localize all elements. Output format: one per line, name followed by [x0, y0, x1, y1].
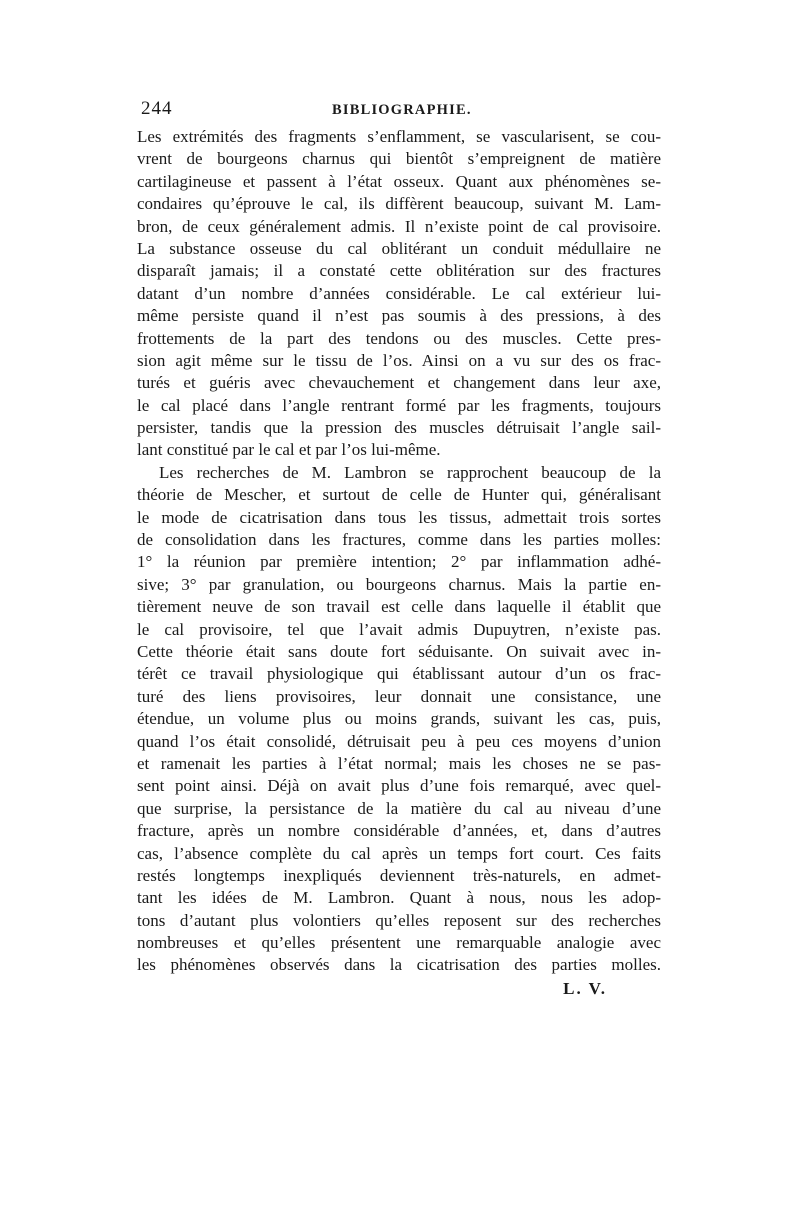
page-number: 244 [141, 98, 173, 119]
text-line: quand l’os était consolidé, détruisait peu à peu ces moyens d’union [137, 731, 661, 751]
text-line: le cal placé dans l’angle rentrant formé par les fragments, toujours [137, 395, 661, 415]
paragraph-1 [137, 126, 661, 462]
text-line: persister, tandis que la pression des muscles détruisait l’angle sail- [137, 418, 661, 438]
paragraph-2 [137, 462, 661, 977]
text-line: nombreuses et qu’elles présentent une remarquable analogie avec [137, 933, 661, 953]
text-line: étendue, un volume plus ou moins grands, suivant les cas, puis, [137, 709, 661, 729]
running-title: BIBLIOGRAPHIE. [332, 102, 472, 118]
text-line: sive; 3° par granulation, ou bourgeons charnus. Mais la partie en- [137, 574, 661, 594]
text-line: de consolidation dans les fractures, comme dans les parties molles: [137, 530, 661, 550]
text-line: frottements de la part des tendons ou des muscles. Cette pres- [137, 328, 661, 348]
text-line: cas, l’absence complète du cal après un temps fort court. Ces faits [137, 843, 661, 863]
text-line: le cal provisoire, tel que l’avait admis Dupuytren, n’existe pas. [137, 619, 661, 639]
text-line: sion agit même sur le tissu de l’os. Ainsi on a vu sur des os frac- [137, 350, 661, 370]
book-page [137, 96, 661, 1001]
text-line: vrent de bourgeons charnus qui bientôt s’empreignent de matière [137, 149, 661, 169]
text-line: théorie de Mescher, et surtout de celle de Hunter qui, généralisant [137, 485, 661, 505]
text-line: tièrement neuve de son travail est celle dans laquelle il établit que [137, 597, 661, 617]
text-line: sent point ainsi. Déjà on avait plus d’une fois remarqué, avec quel- [137, 776, 661, 796]
text-line: Les recherches de M. Lambron se rapprochent beaucoup de la [159, 462, 661, 482]
text-line: La substance osseuse du cal oblitérant un conduit médullaire ne [137, 238, 661, 258]
text-line: lant constitué par le cal et par l’os lui-même. [137, 440, 441, 460]
text-line: les phénomènes observés dans la cicatrisation des parties molles. [137, 955, 661, 975]
text-line: restés longtemps inexpliqués deviennent très-naturels, en admet- [137, 865, 661, 885]
author-signature: L. V. [563, 978, 607, 998]
text-line: fracture, après un nombre considérable d’années, et, dans d’autres [137, 821, 661, 841]
text-line: condaires qu’éprouve le cal, ils diffèrent beaucoup, suivant M. Lam- [137, 194, 661, 214]
text-line: même persiste quand il n’est pas soumis à des pressions, à des [137, 306, 661, 326]
text-line: Cette théorie était sans doute fort séduisante. On suivait avec in- [137, 641, 661, 661]
text-line: et ramenait les parties à l’état normal; mais les choses ne se pas- [137, 753, 661, 773]
running-head [137, 96, 661, 122]
text-line: 1° la réunion par première intention; 2° par inflammation adhé- [137, 552, 661, 572]
text-line: bron, de ceux généralement admis. Il n’existe point de cal provisoire. [137, 216, 661, 236]
text-line: le mode de cicatrisation dans tous les tissus, admettait trois sortes [137, 507, 661, 527]
body-text [137, 126, 661, 1001]
text-line: turé des liens provisoires, leur donnait une consistance, une [137, 686, 661, 706]
text-line: tons d’autant plus volontiers qu’elles reposent sur des recherches [137, 910, 661, 930]
text-line: turés et guéris avec chevauchement et changement dans leur axe, [137, 373, 661, 393]
text-line: tant les idées de M. Lambron. Quant à nous, nous les adop- [137, 888, 661, 908]
text-line: Les extrémités des fragments s’enflamment, se vascularisent, se cou- [137, 127, 661, 146]
text-line: disparaît jamais; il a constaté cette oblitération sur des fractures [137, 261, 661, 281]
text-line: que surprise, la persistance de la matière du cal au niveau d’une [137, 798, 661, 818]
text-line: térêt ce travail physiologique qui établissant autour d’un os frac- [137, 664, 661, 684]
text-line: cartilagineuse et passent à l’état osseux. Quant aux phénomènes se- [137, 171, 661, 191]
text-line: datant d’un nombre d’années considérable. Le cal extérieur lui- [137, 283, 661, 303]
